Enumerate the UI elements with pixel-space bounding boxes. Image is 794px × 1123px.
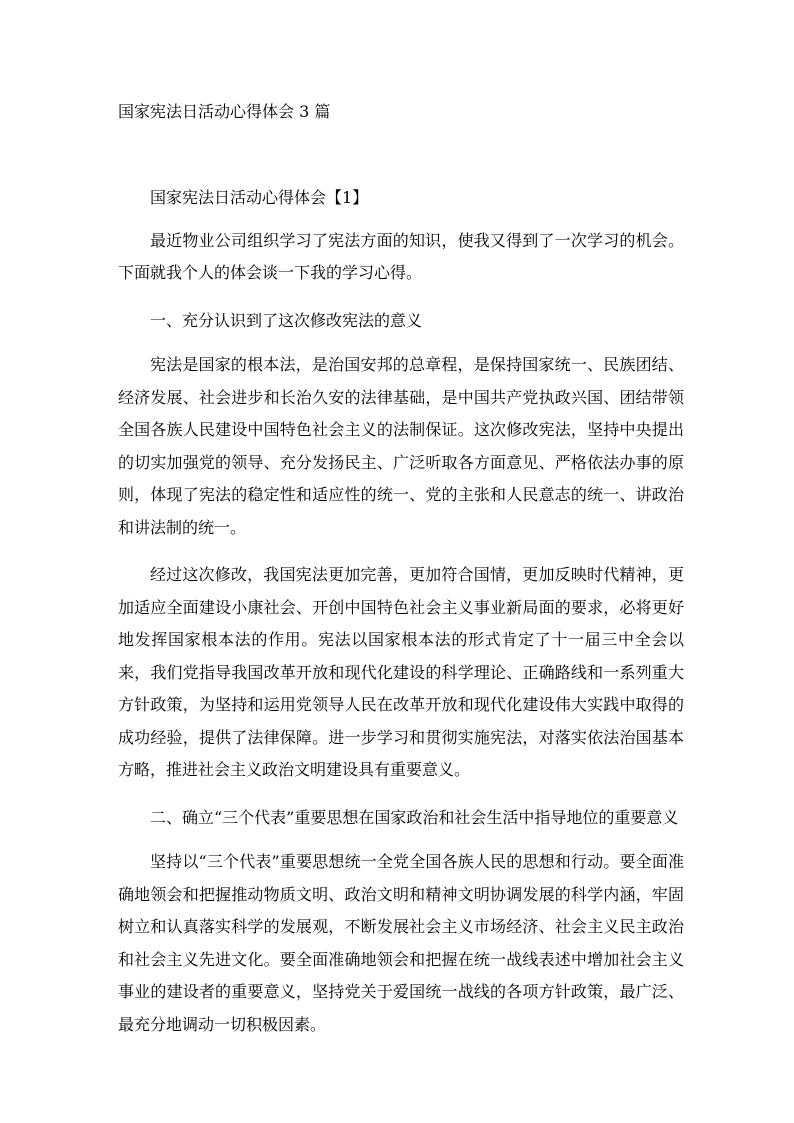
document-body	[118, 182, 684, 1056]
document-title: 国家宪法日活动心得体会 3 篇	[118, 102, 331, 121]
paragraph-intro: 最近物业公司组织学习了宪法方面的知识，使我又得到了一次学习的机会。下面就我个人的体会谈一下我的学习心得。	[118, 230, 684, 282]
paragraph-three-represents: 坚持以“三个代表”重要思想统一全党全国各族人民的思想和行动。要全面准确地领会和把握推动物质文明、政治文明和精神文明协调发展的科学内涵，牢固树立和认真落实科学的发展观，不断发展社会主义市场经济、社会主义民主政治和社会主义先进文化。要全面准确地领会和把握在统一战线表述中增加社会主义事业的建设者的重要意义，坚持党关于爱国统一战线的各项方针政策，最广泛、最充分地调动一切积极因素。	[118, 852, 684, 1034]
paragraph-constitution-basis: 宪法是国家的根本法，是治国安邦的总章程，是保持国家统一、民族团结、经济发展、社会进步和长治久安的法律基础，是中国共产党执政兴国、团结带领全国各族人民建设中国特色社会主义的法制保证。这次修改宪法，坚持中央提出的切实加强党的领导、充分发扬民主、广泛听取各方面意见、严格依法办事的原则，体现了宪法的稳定性和适应性的统一、党的主张和人民意志的统一、讲政治和讲法制的统一。	[118, 355, 684, 537]
article-subtitle: 国家宪法日活动心得体会【1】	[150, 188, 369, 207]
paragraph-amendment-effect: 经过这次修改，我国宪法更加完善，更加符合国情，更加反映时代精神，更加适应全面建设小康社会、开创中国特色社会主义事业新局面的要求，必将更好地发挥国家根本法的作用。宪法以国家根本法的形式肯定了十一届三中全会以来，我们党指导我国改革开放和现代化建设的科学理论、正确路线和一系列重大方针政策，为坚持和运用党领导人民在改革开放和现代化建设伟大实践中取得的成功经验，提供了法律保障。进一步学习和贯彻实施宪法，对落实依法治国基本方略，推进社会主义政治文明建设具有重要意义。	[118, 565, 684, 779]
section-heading-1: 一、充分认识到了这次修改宪法的意义	[150, 310, 423, 330]
section-heading-2: 二、确立“三个代表”重要思想在国家政治和社会生活中指导地位的重要意义	[150, 807, 679, 827]
